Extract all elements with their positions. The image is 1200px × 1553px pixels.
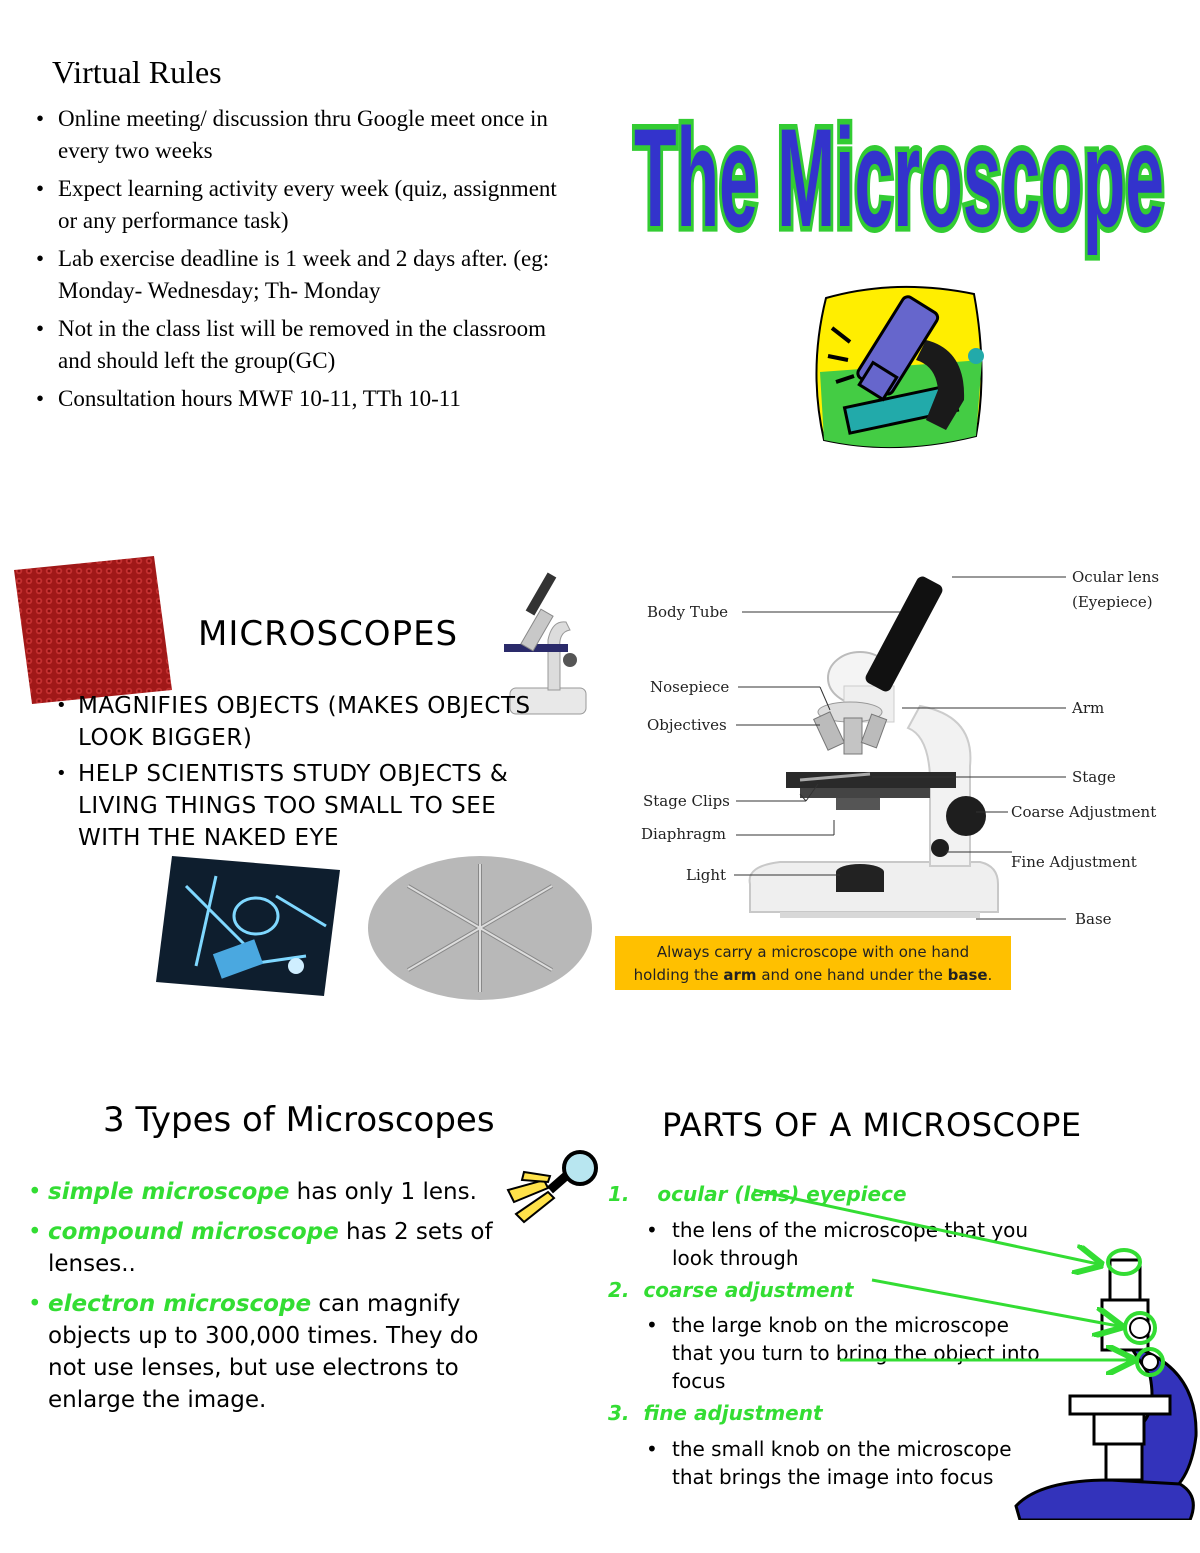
list-item	[26, 1288, 506, 1416]
label-stage-clips: Stage Clips	[643, 792, 730, 810]
microscope-wordart-banner	[626, 66, 1176, 286]
parts-arrows	[740, 1180, 1140, 1380]
type-term: electron microscope	[48, 1291, 312, 1317]
note-base-word: base	[947, 966, 988, 984]
part-number: 2.	[608, 1278, 630, 1302]
note-text: .	[987, 966, 993, 984]
part-number: 1.	[608, 1182, 630, 1206]
list-item: • Not in the class list will be removed in the classroom and should left the group(GC)	[32, 313, 572, 377]
label-stage: Stage	[1072, 768, 1116, 786]
note-line-2	[615, 964, 1011, 987]
banner-text: The Microscope	[634, 99, 1164, 256]
types-title: 3 Types of Microscopes	[103, 1100, 495, 1140]
virtual-rules-title: Virtual Rules	[52, 54, 222, 90]
label-ocular-lens: Ocular lens	[1072, 568, 1160, 586]
diagram-leader-lines	[730, 570, 1070, 930]
note-text: holding the	[633, 966, 724, 984]
type-term: compound microscope	[48, 1219, 339, 1245]
label-nosepiece: Nosepiece	[650, 678, 730, 696]
list-item: • HELP SCIENTISTS STUDY OBJECTS & LIVING THINGS TOO SMALL TO SEE WITH THE NAKED EYE	[56, 758, 546, 854]
label-diaphragm: Diaphragm	[641, 825, 726, 843]
microscopes-title: MICROSCOPES	[198, 614, 459, 654]
label-arm: Arm	[1072, 699, 1105, 717]
carry-instructions-note	[615, 936, 1011, 990]
snowflake-image	[368, 856, 592, 1000]
magnifying-glass-icon	[504, 1150, 604, 1224]
label-light: Light	[686, 866, 727, 884]
list-item: • Expect learning activity every week (quiz, assignment or any performance task)	[32, 173, 572, 237]
label-fine-adjustment: Fine Adjustment	[1011, 853, 1137, 871]
note-text: and one hand under the	[756, 966, 948, 984]
type-description: can magnify objects up to 300,000 times. They do not use lenses, but use electrons to enlarge the image.	[48, 1291, 479, 1413]
part-description-3: • the small knob on the microscope that brings the image into focus	[642, 1435, 1052, 1491]
list-item: • MAGNIFIES OBJECTS (MAKES OBJECTS LOOK BIGGER)	[56, 690, 546, 754]
label-objectives: Objectives	[647, 716, 727, 734]
label-eyepiece: (Eyepiece)	[1072, 593, 1153, 611]
type-term: simple microscope	[48, 1179, 290, 1205]
microscope-clipart-icon	[806, 280, 986, 452]
label-coarse-adjustment: Coarse Adjustment	[1011, 803, 1157, 821]
part-name: coarse adjustment	[643, 1278, 854, 1302]
part-name: fine adjustment	[643, 1401, 823, 1425]
label-body-tube: Body Tube	[647, 603, 729, 621]
part-number: 3.	[608, 1401, 630, 1425]
virtual-rules-list	[32, 103, 572, 421]
note-arm-word: arm	[723, 966, 757, 984]
diatoms-image	[156, 856, 340, 996]
part-name: ocular (lens) eyepiece	[657, 1182, 907, 1206]
part-description-1: • the lens of the microscope that you look through	[642, 1216, 1052, 1272]
types-list	[26, 1176, 506, 1424]
parts-title: PARTS OF A MICROSCOPE	[662, 1106, 1082, 1144]
blood-cells-image	[14, 556, 174, 704]
microscopes-list	[56, 690, 546, 858]
list-item	[26, 1176, 506, 1208]
note-line-1: Always carry a microscope with one hand	[656, 943, 970, 961]
list-item	[26, 1216, 506, 1280]
list-item: • Lab exercise deadline is 1 week and 2 days after. (eg: Monday- Wednesday; Th- Monday	[32, 243, 572, 307]
list-item: • Consultation hours MWF 10-11, TTh 10-11	[32, 383, 572, 415]
part-description-2: • the large knob on the microscope that you turn to bring the object into focus	[642, 1311, 1052, 1395]
type-description: has only 1 lens.	[289, 1179, 477, 1205]
list-item: • Online meeting/ discussion thru Google meet once in every two weeks	[32, 103, 572, 167]
label-base: Base	[1075, 910, 1112, 928]
part-heading-3	[608, 1401, 823, 1425]
type-description: has 2 sets of lenses..	[48, 1219, 493, 1277]
